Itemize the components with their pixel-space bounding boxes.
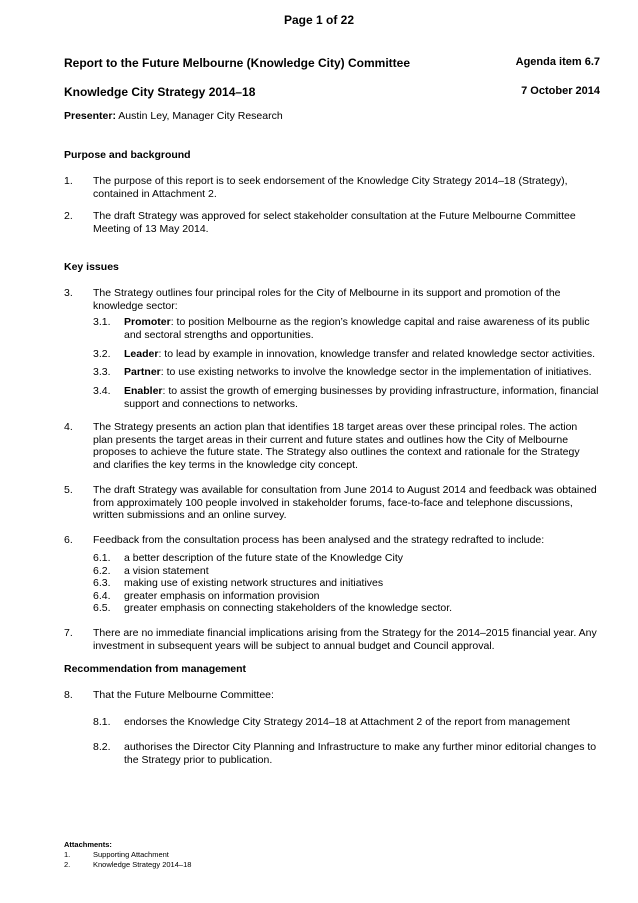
subpara-3-3: Partner: to use existing networks to involve the knowledge sector in the implementation of initiatives. — [124, 366, 592, 378]
subpara-number: 6.5. — [93, 602, 111, 614]
para-6: Feedback from the consultation process has been analysed and the strategy redrafted to include: — [93, 534, 545, 546]
para-number: 5. — [64, 484, 73, 496]
section-key-issues-heading: Key issues — [64, 261, 119, 273]
presenter-value: Austin Ley, Manager City Research — [118, 110, 283, 122]
attachment-2: Knowledge Strategy 2014–18 — [93, 860, 192, 869]
attachment-1: Supporting Attachment — [93, 850, 169, 859]
subpara-number: 8.2. — [93, 741, 111, 753]
subpara-6-4: greater emphasis on information provision — [124, 590, 320, 602]
page-number: Page 1 of 22 — [283, 13, 355, 27]
para-number: 7. — [64, 627, 73, 639]
report-subtitle: Knowledge City Strategy 2014–18 — [64, 85, 256, 99]
report-date: 7 October 2014 — [521, 85, 600, 97]
subpara-6-2: a vision statement — [124, 565, 209, 577]
para-number: 6. — [64, 534, 73, 546]
para-number: 2. — [64, 210, 73, 222]
para-number: 1. — [64, 175, 73, 187]
subpara-3-1: Promoter: to position Melbourne as the region’s knowledge capital and raise awareness of its public and sectoral strengths and opportunities. — [124, 316, 590, 341]
para-1: The purpose of this report is to seek endorsement of the Knowledge City Strategy 2014–18 (Strategy), contained in Attachment 2. — [93, 175, 568, 200]
para-5: The draft Strategy was available for consultation from June 2014 to August 2014 and feedback was obtained from approximately 100 people involved in stakeholder forums, face-to-face and telephone discussions, written submissions and an online survey. — [93, 484, 597, 522]
subpara-3-4: Enabler: to assist the growth of emerging businesses by providing infrastructure, information, financial support and connections to networks. — [124, 385, 599, 410]
attachments-heading: Attachments: — [64, 840, 112, 849]
subpara-6-5: greater emphasis on connecting stakeholders of the knowledge sector. — [124, 602, 453, 614]
subpara-number: 3.4. — [93, 385, 111, 397]
subpara-3-2: Leader: to lead by example in innovation, knowledge transfer and related knowledge sector activities. — [124, 348, 596, 360]
presenter-label: Presenter: — [64, 110, 116, 122]
attachment-number: 1. — [64, 850, 71, 859]
subpara-number: 6.4. — [93, 590, 111, 602]
para-2: The draft Strategy was approved for select stakeholder consultation at the Future Melbourne Committee Meeting of 13 May 2014. — [93, 210, 576, 235]
para-8: That the Future Melbourne Committee: — [93, 689, 274, 701]
subpara-number: 6.2. — [93, 565, 111, 577]
report-title: Report to the Future Melbourne (Knowledge City) Committee — [64, 56, 411, 70]
subpara-8-2: authorises the Director City Planning and Infrastructure to make any further minor editorial changes to the Strategy prior to publication. — [124, 741, 597, 766]
para-7: There are no immediate financial implications arising from the Strategy for the 2014–2015 financial year. Any investment in subsequent years will be subject to annual budget and Council approval. — [93, 627, 597, 652]
para-4: The Strategy presents an action plan that identifies 18 target areas over these principal roles. The action plan presents the target areas in their current and future states and outlines how the City of Melbourne proposes to achieve the future state. The Strategy also outlines the context and rationale for the Strategy and clarifies the key terms in the knowledge city concept. — [93, 421, 580, 471]
subpara-number: 3.2. — [93, 348, 111, 360]
section-recommendation-heading: Recommendation from management — [64, 663, 247, 675]
agenda-item: Agenda item 6.7 — [515, 56, 600, 68]
para-number: 3. — [64, 287, 73, 299]
para-number: 8. — [64, 689, 73, 701]
subpara-number: 3.3. — [93, 366, 111, 378]
para-3: The Strategy outlines four principal roles for the City of Melbourne in its support and promotion of the knowledge sector: — [93, 287, 561, 312]
subpara-number: 6.1. — [93, 552, 111, 564]
presenter-line — [64, 110, 283, 123]
subpara-6-3: making use of existing network structures and initiatives — [124, 577, 384, 589]
para-number: 4. — [64, 421, 73, 433]
subpara-6-1: a better description of the future state of the Knowledge City — [124, 552, 403, 564]
subpara-number: 6.3. — [93, 577, 111, 589]
attachment-number: 2. — [64, 860, 71, 869]
subpara-number: 8.1. — [93, 716, 111, 728]
section-purpose-heading: Purpose and background — [64, 149, 191, 161]
subpara-number: 3.1. — [93, 316, 111, 328]
subpara-8-1: endorses the Knowledge City Strategy 2014–18 at Attachment 2 of the report from management — [124, 716, 570, 728]
